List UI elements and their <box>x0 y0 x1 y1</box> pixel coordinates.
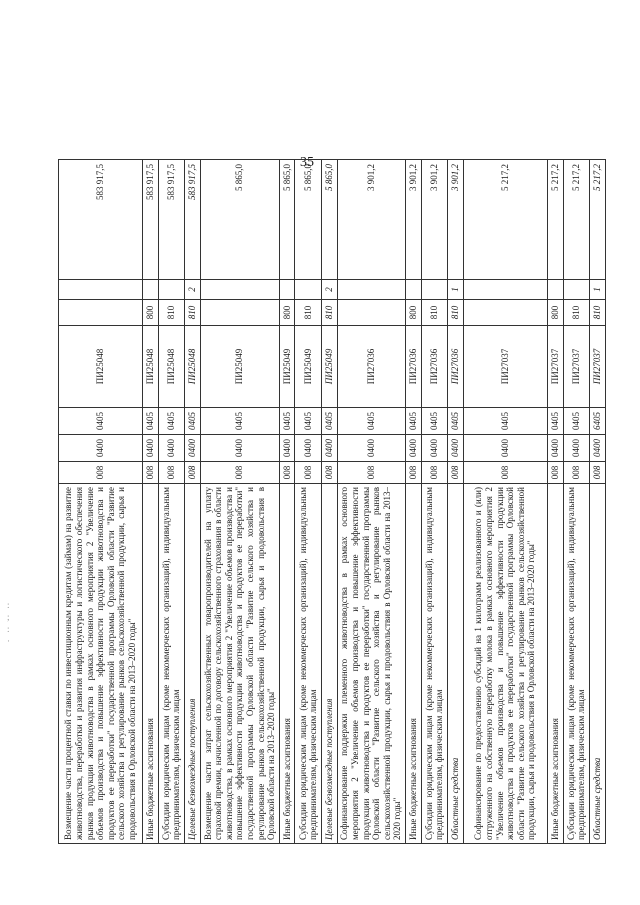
desc-cell: Иные бюджетные ассигнования <box>547 484 563 844</box>
funding-source-cell <box>337 280 405 300</box>
funding-source-cell: 1 <box>589 280 605 300</box>
table-row <box>158 160 184 844</box>
section-code-cell: 0400 <box>59 435 143 462</box>
desc-cell: Целевые безвозмездные поступления <box>185 484 201 844</box>
section-code-cell: 0400 <box>463 435 547 462</box>
section-code-cell: 0400 <box>185 435 201 462</box>
table-row <box>295 160 321 844</box>
funding-source-cell <box>143 280 159 300</box>
admin-code-cell: 008 <box>143 462 159 484</box>
expense-type-cell: 800 <box>279 300 295 326</box>
amount-cell: 5 217,2 <box>463 160 547 280</box>
subsection-code-cell: 0405 <box>547 408 563 435</box>
amount-cell: 3 901,2 <box>421 160 447 280</box>
table-row <box>279 160 295 844</box>
target-article-cell: ПИ25049 <box>279 326 295 408</box>
amount-cell: 5 865,0 <box>279 160 295 280</box>
amount-cell: 5 865,0 <box>295 160 321 280</box>
funding-source-cell <box>279 280 295 300</box>
funding-source-cell <box>405 280 421 300</box>
expense-type-cell: 810 <box>563 300 589 326</box>
expense-type-cell: 810 <box>447 300 463 326</box>
expense-type-cell: 810 <box>185 300 201 326</box>
funding-source-cell <box>463 280 547 300</box>
section-code-cell: 0400 <box>279 435 295 462</box>
amount-cell: 5 865,0 <box>200 160 279 280</box>
amount-cell: 5 217,2 <box>589 160 605 280</box>
table-row <box>463 160 547 844</box>
desc-cell: Иные бюджетные ассигнования <box>279 484 295 844</box>
desc-cell: Иные бюджетные ассигнования <box>143 484 159 844</box>
target-article-cell: ПИ27036 <box>405 326 421 408</box>
target-article-cell: ПИ27036 <box>337 326 405 408</box>
target-article-cell: ПИ25048 <box>59 326 143 408</box>
funding-source-cell: 1 <box>447 280 463 300</box>
section-code-cell: 0400 <box>321 435 337 462</box>
target-article-cell: ПИ25048 <box>143 326 159 408</box>
section-code-cell: 0400 <box>547 435 563 462</box>
target-article-cell: ПИ27037 <box>589 326 605 408</box>
expense-type-cell: 810 <box>295 300 321 326</box>
target-article-cell: ПИ27037 <box>547 326 563 408</box>
amount-cell: 5 217,2 <box>547 160 563 280</box>
target-article-cell: ПИ27037 <box>463 326 547 408</box>
target-article-cell: ПИ27036 <box>447 326 463 408</box>
section-code-cell: 0400 <box>589 435 605 462</box>
subsection-code-cell: 0405 <box>447 408 463 435</box>
expense-type-cell: 800 <box>143 300 159 326</box>
desc-cell: Субсидии юридическим лицам (кроме некоммерческих организаций), индивидуальным предпринимателям, физическим лицам <box>563 484 589 844</box>
amount-cell: 3 901,2 <box>447 160 463 280</box>
subsection-code-cell: 0405 <box>185 408 201 435</box>
amount-cell: 583 917,5 <box>143 160 159 280</box>
table-row <box>200 160 279 844</box>
section-code-cell: 0400 <box>158 435 184 462</box>
target-article-cell: ПИ25048 <box>158 326 184 408</box>
subsection-code-cell: 0405 <box>563 408 589 435</box>
section-code-cell: 0400 <box>563 435 589 462</box>
desc-cell: Возмещение части процентной ставки по инвестиционным кредитам (займам) на развитие животноводства, переработки и развития инфраструктуры и логистического обеспечения рынков продукции животноводства в рамках основного мероприятия 2 "Увеличение объемов производства и повышение эффективности продукции животноводства и продуктов ее переработки" государственной программы Орловской области "Развитие сельского хозяйства и регулирование рынков сельскохозяйственной продукции, сырья и продовольствия в Орловской области на 2013–2020 годы" <box>59 484 143 844</box>
funding-source-cell <box>295 280 321 300</box>
funding-source-cell <box>563 280 589 300</box>
amount-cell: 583 917,5 <box>158 160 184 280</box>
admin-code-cell: 008 <box>59 462 143 484</box>
section-code-cell: 0400 <box>295 435 321 462</box>
expense-type-cell: 810 <box>589 300 605 326</box>
admin-code-cell: 008 <box>295 462 321 484</box>
budget-table <box>58 159 606 844</box>
admin-code-cell: 008 <box>337 462 405 484</box>
admin-code-cell: 008 <box>405 462 421 484</box>
amount-cell: 3 901,2 <box>405 160 421 280</box>
expense-type-cell: 810 <box>421 300 447 326</box>
admin-code-cell: 008 <box>421 462 447 484</box>
target-article-cell: ПИ25048 <box>185 326 201 408</box>
table-row <box>589 160 605 844</box>
stray-mark: : <box>7 624 10 634</box>
subsection-code-cell: 0405 <box>321 408 337 435</box>
funding-source-cell <box>421 280 447 300</box>
admin-code-cell: 008 <box>321 462 337 484</box>
admin-code-cell: 008 <box>185 462 201 484</box>
desc-cell: Субсидии юридическим лицам (кроме некоммерческих организаций), индивидуальным предпринимателям, физическим лицам <box>295 484 321 844</box>
section-code-cell: 0400 <box>447 435 463 462</box>
admin-code-cell: 008 <box>547 462 563 484</box>
table-row <box>185 160 201 844</box>
subsection-code-cell: 0405 <box>295 408 321 435</box>
subsection-code-cell: 0405 <box>337 408 405 435</box>
section-code-cell: 0400 <box>200 435 279 462</box>
expense-type-cell: 800 <box>405 300 421 326</box>
funding-source-cell <box>158 280 184 300</box>
admin-code-cell: 008 <box>447 462 463 484</box>
funding-source-cell <box>547 280 563 300</box>
expense-type-cell: 810 <box>158 300 184 326</box>
funding-source-cell: 2 <box>185 280 201 300</box>
desc-cell: Областные средства <box>447 484 463 844</box>
subsection-code-cell: 0405 <box>463 408 547 435</box>
stray-mark: ; <box>7 612 10 622</box>
amount-cell: 5 865,0 <box>321 160 337 280</box>
target-article-cell: ПИ25049 <box>200 326 279 408</box>
expense-type-cell <box>463 300 547 326</box>
desc-cell: Областные средства <box>589 484 605 844</box>
admin-code-cell: 008 <box>563 462 589 484</box>
table-row <box>59 160 143 844</box>
subsection-code-cell: 0405 <box>200 408 279 435</box>
target-article-cell: ПИ25049 <box>295 326 321 408</box>
rotated-table-wrapper <box>58 160 604 844</box>
subsection-code-cell: 0405 <box>143 408 159 435</box>
desc-cell: Софинансирование по предоставлению субсидий на 1 килограмм реализованного и (или) отгруженного на собственную переработку молока в рамках основного мероприятия 2 "Увеличение объемов производства и повышение эффективности продукции животноводства и продуктов ее переработки" государственной программы Орловской области "Развитие сельского хозяйства и регулирование рынков сельскохозяйственной продукции, сырья и продовольствия в Орловской области на 2013–2020 годы" <box>463 484 547 844</box>
stray-mark: : <box>7 600 10 610</box>
admin-code-cell: 008 <box>200 462 279 484</box>
desc-cell: Целевые безвозмездные поступления <box>321 484 337 844</box>
expense-type-cell <box>200 300 279 326</box>
table-row <box>337 160 405 844</box>
table-row <box>547 160 563 844</box>
funding-source-cell <box>200 280 279 300</box>
target-article-cell: ПИ27036 <box>421 326 447 408</box>
admin-code-cell: 008 <box>463 462 547 484</box>
amount-cell: 583 917,5 <box>59 160 143 280</box>
table-row <box>447 160 463 844</box>
subsection-code-cell: 0405 <box>279 408 295 435</box>
subsection-code-cell: 6405 <box>589 408 605 435</box>
table-row <box>405 160 421 844</box>
expense-type-cell: 800 <box>547 300 563 326</box>
table-row <box>421 160 447 844</box>
amount-cell: 583 917,5 <box>185 160 201 280</box>
desc-cell: Иные бюджетные ассигнования <box>405 484 421 844</box>
subsection-code-cell: 0405 <box>405 408 421 435</box>
section-code-cell: 0400 <box>337 435 405 462</box>
section-code-cell: 0400 <box>143 435 159 462</box>
desc-cell: Субсидии юридическим лицам (кроме некоммерческих организаций), индивидуальным предпринимателям, физическим лицам <box>421 484 447 844</box>
target-article-cell: ПИ25049 <box>321 326 337 408</box>
subsection-code-cell: 0405 <box>158 408 184 435</box>
desc-cell: Возмещение части затрат сельскохозяйственных товаропроизводителей на уплату страховой премии, начисленной по договору сельскохозяйственного страхования в области животноводства, в рамках основного мероприятия 2 "Увеличение объемов производства и повышение эффективности продукции животноводства и продуктов ее переработки" государственной программы Орловской области "Развитие сельского хозяйства и регулирование рынков сельскохозяйственной продукции, сырья и продовольствия в Орловской области на 2013–2020 годы" <box>200 484 279 844</box>
section-code-cell: 0400 <box>405 435 421 462</box>
amount-cell: 3 901,2 <box>337 160 405 280</box>
expense-type-cell <box>59 300 143 326</box>
admin-code-cell: 008 <box>158 462 184 484</box>
target-article-cell: ПИ27037 <box>563 326 589 408</box>
section-code-cell: 0400 <box>421 435 447 462</box>
table-body <box>59 160 606 844</box>
subsection-code-cell: 0405 <box>59 408 143 435</box>
desc-cell: Субсидии юридическим лицам (кроме некоммерческих организаций), индивидуальным предпринимателям, физическим лицам <box>158 484 184 844</box>
admin-code-cell: 008 <box>279 462 295 484</box>
table-row <box>143 160 159 844</box>
table-row <box>563 160 589 844</box>
expense-type-cell: 810 <box>321 300 337 326</box>
subsection-code-cell: 0405 <box>421 408 447 435</box>
admin-code-cell: 008 <box>589 462 605 484</box>
funding-source-cell <box>59 280 143 300</box>
stray-mark: · <box>7 636 10 646</box>
funding-source-cell: 2 <box>321 280 337 300</box>
expense-type-cell <box>337 300 405 326</box>
amount-cell: 5 217,2 <box>563 160 589 280</box>
page-number: 35 <box>300 155 314 170</box>
table-row <box>321 160 337 844</box>
desc-cell: Софинансирование поддержки племенного животноводства в рамках основного мероприятия 2 "Увеличение объемов производства и повышение эффективности продукции животноводства и продуктов ее переработки" государственной программы Орловской области "Развитие сельского хозяйства и регулирование рынков сельскохозяйственной продукции, сырья и продовольствия в Орловской области на 2013–2020 годы" <box>337 484 405 844</box>
